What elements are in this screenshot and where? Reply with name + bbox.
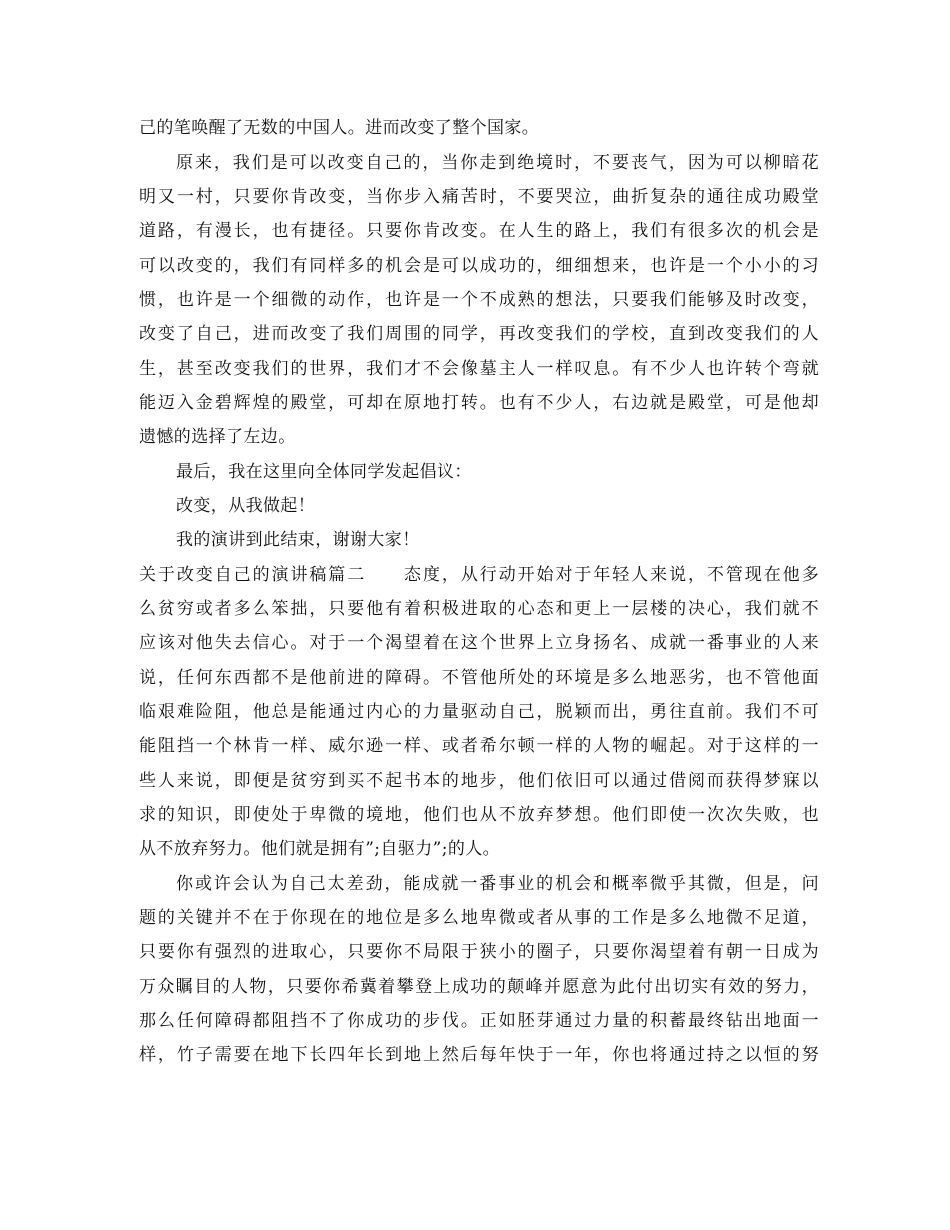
text-line: 说，任何东西都不是他前进的障碍。不管他所处的环境是多么地恶劣，也不管他面 bbox=[139, 668, 819, 688]
text-line: 可以改变的，我们有同样多的机会是可以成功的，细细想来，也许是一个小小的习 bbox=[139, 256, 819, 276]
text-line: 从不放弃努力。他们就是拥有”;自驱力”;的人。 bbox=[139, 839, 501, 859]
text-line: 些人来说，即便是贫穷到买不起书本的地步，他们依旧可以通过借阅而获得梦寐以 bbox=[139, 771, 819, 791]
text-line: 我的演讲到此结束，谢谢大家！ bbox=[176, 530, 420, 550]
text-line: 道路，有漫长，也有捷径。只要你肯改变。在人生的路上，我们有很多次的机会是 bbox=[139, 221, 819, 241]
text-line: 只要你有强烈的进取心，只要你不局限于狭小的圈子，只要你渴望着有朝一日成为 bbox=[139, 942, 819, 962]
text-line: 万众瞩目的人物，只要你希冀着攀登上成功的颠峰并愿意为此付出切实有效的努力， bbox=[139, 977, 819, 997]
text-line: 遗憾的选择了左边。 bbox=[139, 427, 296, 447]
text-line: 么贫穷或者多么笨拙，只要他有着积极进取的心态和更上一层楼的决心，我们就不 bbox=[139, 599, 819, 619]
text-line: 明又一村，只要你肯改变，当你步入痛苦时，不要哭泣，曲折复杂的通往成功殿堂 bbox=[139, 187, 819, 207]
text-line: 你或许会认为自己太差劲，能成就一番事业的机会和概率微乎其微，但是，问 bbox=[176, 874, 819, 894]
text-line: 能阻挡一个林肯一样、威尔逊一样、或者希尔顿一样的人物的崛起。对于这样的一 bbox=[139, 736, 819, 756]
section-heading-line: 关于改变自己的演讲稿篇二 态度，从行动开始对于年轻人来说，不管现在他多 bbox=[139, 565, 819, 585]
text-line: 求的知识，即使处于卑微的境地，他们也从不放弃梦想。他们即使一次次失败，也 bbox=[139, 805, 819, 825]
text-line: 改变，从我做起！ bbox=[176, 496, 316, 516]
text-line: 临艰难险阻，他总是能通过内心的力量驱动自己，脱颖而出，勇往直前。我们不可 bbox=[139, 702, 819, 722]
text-line: 改变了自己，进而改变了我们周围的同学，再改变我们的学校，直到改变我们的人 bbox=[139, 324, 819, 344]
text-line: 生，甚至改变我们的世界，我们才不会像墓主人一样叹息。有不少人也许转个弯就 bbox=[139, 359, 819, 379]
text-line: 那么任何障碍都阻挡不了你成功的步伐。正如胚芽通过力量的积蓄最终钻出地面一 bbox=[139, 1011, 819, 1031]
text-line: 样，竹子需要在地下长四年长到地上然后每年快于一年，你也将通过持之以恒的努 bbox=[139, 1045, 819, 1065]
text-line: 题的关键并不在于你现在的地位是多么地卑微或者从事的工作是多么地微不足道， bbox=[139, 908, 819, 928]
text-line: 能迈入金碧辉煌的殿堂，可却在原地打转。也有不少人，右边就是殿堂，可是他却 bbox=[139, 393, 819, 413]
text-line: 应该对他失去信心。对于一个渴望着在这个世界上立身扬名、成就一番事业的人来 bbox=[139, 633, 819, 653]
text-line: 原来，我们是可以改变自己的，当你走到绝境时，不要丧气，因为可以柳暗花 bbox=[176, 153, 819, 173]
text-line: 惯，也许是一个细微的动作，也许是一个不成熟的想法，只要我们能够及时改变， bbox=[139, 290, 819, 310]
text-line: 最后，我在这里向全体同学发起倡议： bbox=[176, 462, 472, 482]
text-line: 己的笔唤醒了无数的中国人。进而改变了整个国家。 bbox=[139, 118, 540, 138]
